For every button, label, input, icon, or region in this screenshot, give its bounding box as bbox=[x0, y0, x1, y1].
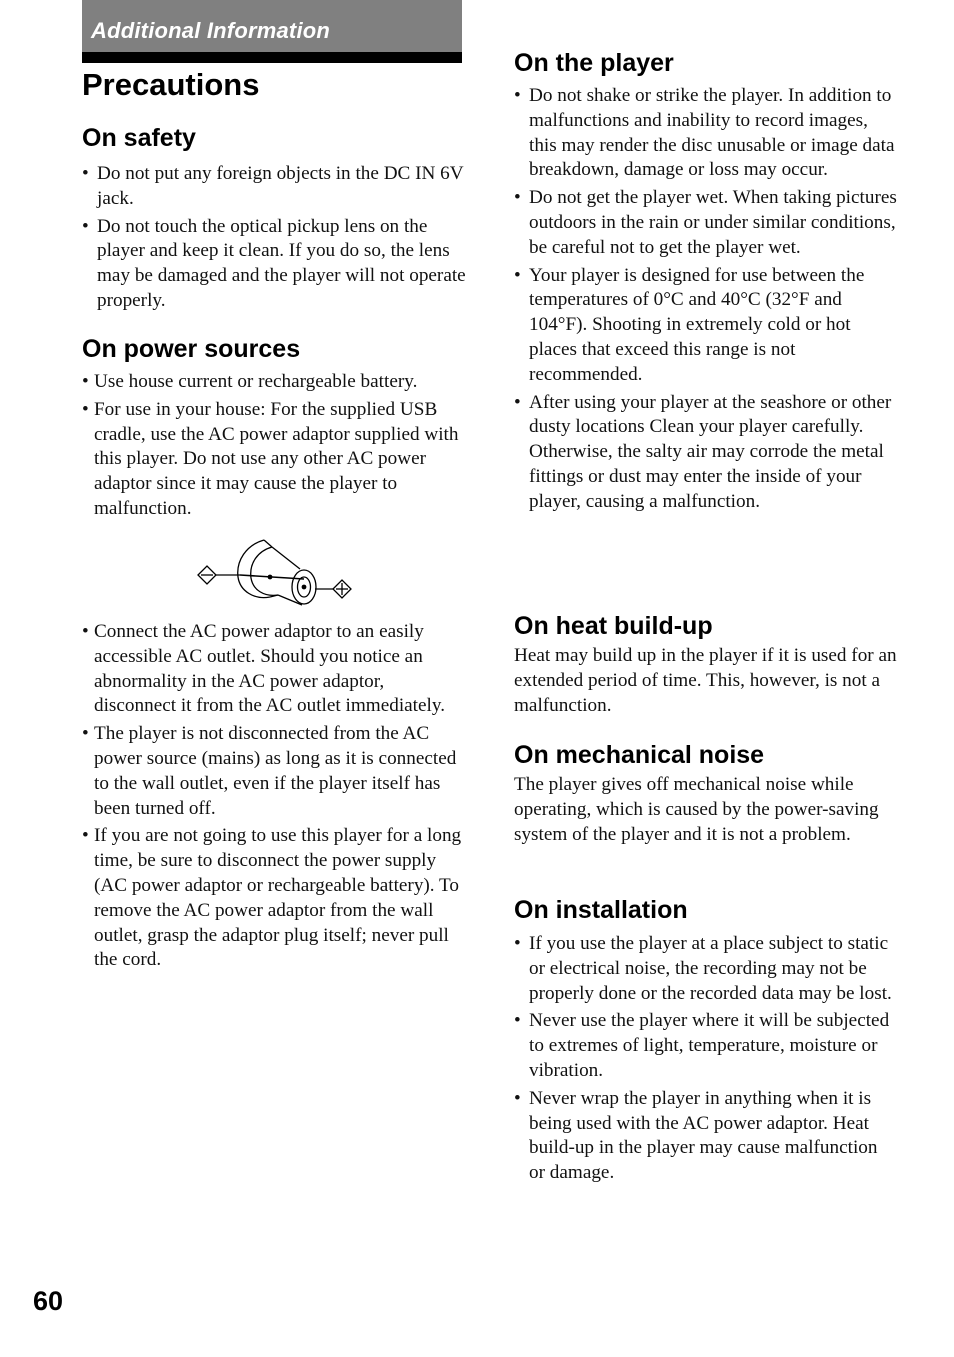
section-heat bbox=[514, 610, 898, 718]
heading-on-mechanical-noise: On mechanical noise bbox=[514, 741, 765, 769]
list-item: • If you use the player at a place subject to static or electrical noise, the recording may not be properly done or the recorded data may be lost. bbox=[514, 932, 898, 1006]
list-item: • Never wrap the player in anything when it is being used with the AC power adaptor. Heat build-up in the player may cause malfunction or damage. bbox=[514, 1087, 898, 1186]
player-list bbox=[514, 84, 898, 515]
power-list-2 bbox=[82, 620, 466, 973]
section-rule bbox=[82, 52, 462, 63]
list-item: • Do not put any foreign objects in the DC IN 6V jack. bbox=[82, 162, 466, 212]
power-list-1 bbox=[82, 370, 466, 522]
list-item: • After using your player at the seashore or other dusty locations Clean your player carefully. Otherwise, the salty air may corrode the metal fittings or dust may enter the inside of your player, causing a malfunction. bbox=[514, 391, 898, 515]
heading-on-heat-build-up: On heat build-up bbox=[514, 612, 713, 640]
noise-body: The player gives off mechanical noise while operating, which is caused by the power-saving system of the player and it is not a problem. bbox=[514, 774, 879, 845]
section-power-sources bbox=[82, 333, 466, 522]
section-safety bbox=[82, 122, 466, 314]
list-item: • Do not get the player wet. When taking pictures outdoors in the rain or under similar conditions, be careful not to get the player wet. bbox=[514, 186, 898, 260]
section-installation bbox=[514, 894, 898, 1186]
list-item: • Do not shake or strike the player. In addition to malfunctions and inability to record images, this may render the disc unusable or image data breakdown, damage or loss may occur. bbox=[514, 84, 898, 183]
list-item: • The player is not disconnected from the AC power source (mains) as long as it is connected to the wall outlet, even if the player itself has been turned off. bbox=[82, 722, 466, 821]
heading-on-the-player: On the player bbox=[514, 49, 674, 77]
page-title: Precautions bbox=[82, 67, 260, 102]
section-power-sources-continued bbox=[82, 620, 466, 973]
list-item: • Never use the player where it will be subjected to extremes of light, temperature, moisture or vibration. bbox=[514, 1009, 898, 1083]
heading-on-installation: On installation bbox=[514, 896, 688, 924]
section-noise bbox=[514, 739, 898, 847]
installation-list bbox=[514, 932, 898, 1186]
section-label: Additional Information bbox=[91, 18, 331, 43]
list-item: • For use in your house: For the supplied USB cradle, use the AC power adaptor supplied with this player. Do not use any other AC power adaptor since it may cause the player to malfunction. bbox=[82, 398, 466, 522]
dc-plug-polarity-icon bbox=[194, 535, 358, 607]
list-item: • If you are not going to use this player for a long time, be sure to disconnect the power supply (AC power adaptor or rechargeable battery). To remove the AC power adaptor from the wall outlet, grasp the adaptor plug itself; never pull the cord. bbox=[82, 824, 466, 973]
heading-on-safety: On safety bbox=[82, 124, 196, 152]
section-tab bbox=[82, 0, 462, 52]
heading-on-power-sources: On power sources bbox=[82, 335, 301, 363]
list-item: • Use house current or rechargeable battery. bbox=[82, 370, 466, 395]
list-item: • Connect the AC power adaptor to an easily accessible AC outlet. Should you notice an abnormality in the AC power adaptor, disconnect it from the AC outlet immediately. bbox=[82, 620, 466, 719]
list-item: • Your player is designed for use between the temperatures of 0°C and 40°C (32°F and 104°F). Shooting in extremely cold or hot places that exceed this range is not recommended. bbox=[514, 264, 898, 388]
heat-body: Heat may build up in the player if it is used for an extended period of time. This, however, is not a malfunction. bbox=[514, 645, 897, 716]
safety-list bbox=[82, 162, 466, 314]
page-number: 60 bbox=[33, 1286, 64, 1316]
list-item: • Do not touch the optical pickup lens on the player and keep it clean. If you do so, the lens may be damaged and the player will not operate properly. bbox=[82, 215, 466, 314]
section-player bbox=[514, 47, 898, 515]
